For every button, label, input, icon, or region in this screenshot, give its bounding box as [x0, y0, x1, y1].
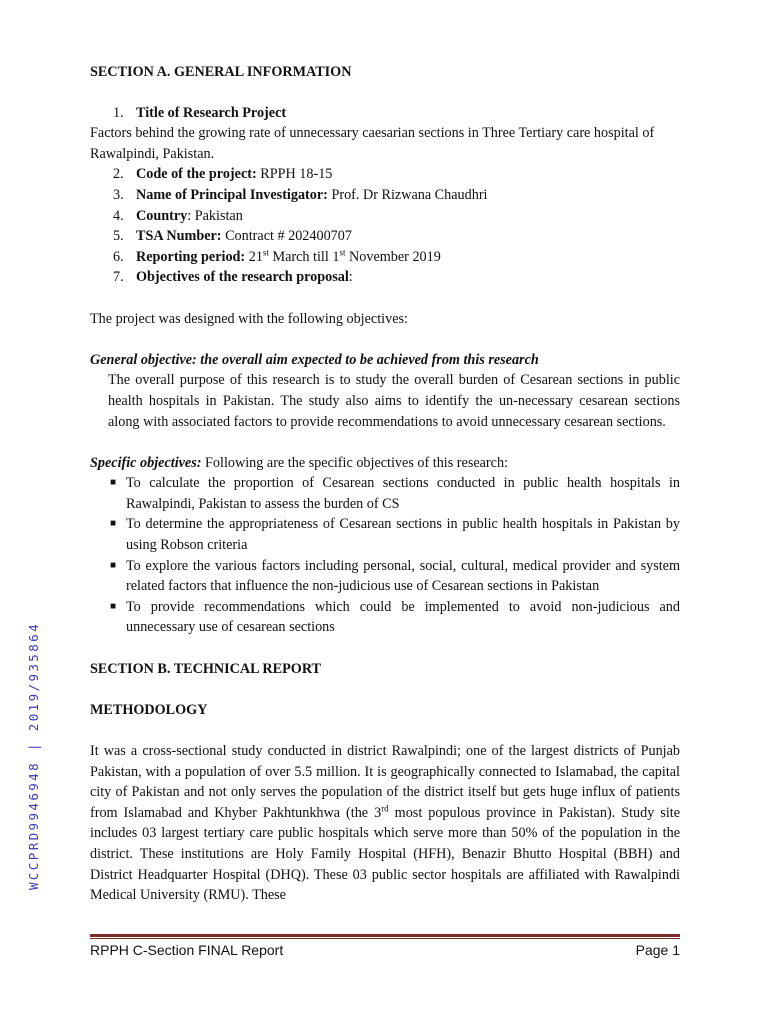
list-item: ■ To explore the various factors including personal, social, cultural, medical provider and system related factors that influence the non-judicious use of Cesarean sections in Pakistan — [110, 557, 680, 595]
specific-objectives-intro: Specific objectives: Following are the specific objectives of this research: — [90, 454, 508, 471]
list-item: ■ To determine the appropriateness of Cesarean sections in public health hospitals in Pakistan by using Robson criteria — [110, 516, 680, 554]
page-footer — [90, 942, 680, 958]
document-body — [90, 62, 680, 906]
bullet-square-icon: ■ — [110, 518, 117, 530]
section-b-heading: SECTION B. TECHNICAL REPORT — [90, 660, 322, 677]
info-list — [90, 103, 680, 124]
footer-page-number: Page 1 — [635, 942, 680, 958]
section-a-heading: SECTION A. GENERAL INFORMATION — [90, 64, 352, 80]
methodology-paragraph: It was a cross-sectional study conducted in district Rawalpindi; one of the largest districts of Punjab Pakistan, with a population of over 5.5 million. It is geographically connected to Islamabad, the capital city of Pakistan and not only serves the population of the district itself but gets huge influx of patients from Islamabad and Khyber Pakhtunkhwa (the 3rd most populous province in Pakistan). Study site includes 03 largest tertiary care public hospitals which serve more than 50% of the population in the district. These institutions are Holy Family Hospital (HFH), Benazir Bhutto Hospital (BBH) and District Headquarter Hospital (DHQ). These 03 public sector hospitals are affiliated with Rawalpindi Medical University (RMU). These — [90, 743, 680, 904]
list-item: ■ To calculate the proportion of Cesarean sections conducted in public health hospitals in Rawalpindi, Pakistan to assess the burden of CS — [110, 475, 680, 512]
info-item-pi: 3. Name of Principal Investigator: Prof. Dr Rizwana Chaudhri — [113, 186, 488, 203]
methodology-heading: METHODOLOGY — [90, 701, 208, 718]
bullet-square-icon: ■ — [110, 559, 117, 571]
specific-objectives-list — [90, 473, 680, 638]
list-item: ■ To provide recommendations which could be implemented to avoid non-judicious and unnecessary use of cesarean sections — [110, 598, 680, 636]
footer-rule — [90, 934, 680, 937]
info-list-continued — [90, 164, 680, 288]
info-item-reporting: 6. Reporting period: 21st March till 1st November 2019 — [113, 247, 441, 265]
info-item-objectives: 7. Objectives of the research proposal: — [113, 269, 353, 286]
objectives-intro: The project was designed with the following objectives: — [90, 310, 408, 327]
info-item-country: 4. Country: Pakistan — [113, 207, 243, 224]
project-title: Factors behind the growing rate of unnecessary caesarian sections in Three Tertiary care hospital of Rawalpindi, Pakistan. — [90, 125, 655, 162]
footer-report-title: RPPH C-Section FINAL Report — [90, 942, 284, 958]
general-objective-heading: General objective: the overall aim expected to be achieved from this research — [90, 351, 539, 368]
info-item-tsa: 5. TSA Number: Contract # 202400707 — [113, 228, 352, 245]
footer-rule-thin — [90, 938, 680, 939]
bullet-square-icon: ■ — [110, 477, 117, 489]
info-item-code: 2. Code of the project: RPPH 18-15 — [113, 166, 333, 183]
bullet-square-icon: ■ — [110, 600, 117, 612]
side-stamp: WCCPRD9946948 | 2019/935864 — [26, 622, 41, 890]
general-objective-text: The overall purpose of this research is to study the overall burden of Cesarean sections in public health hospitals in Pakistan. The study also aims to identify the un-necessary cesarean sections along with associated factors to provide recommendations to avoid unnecessary cesarean sections. — [108, 372, 680, 430]
info-item-title: 1. Title of Research Project — [113, 104, 287, 121]
